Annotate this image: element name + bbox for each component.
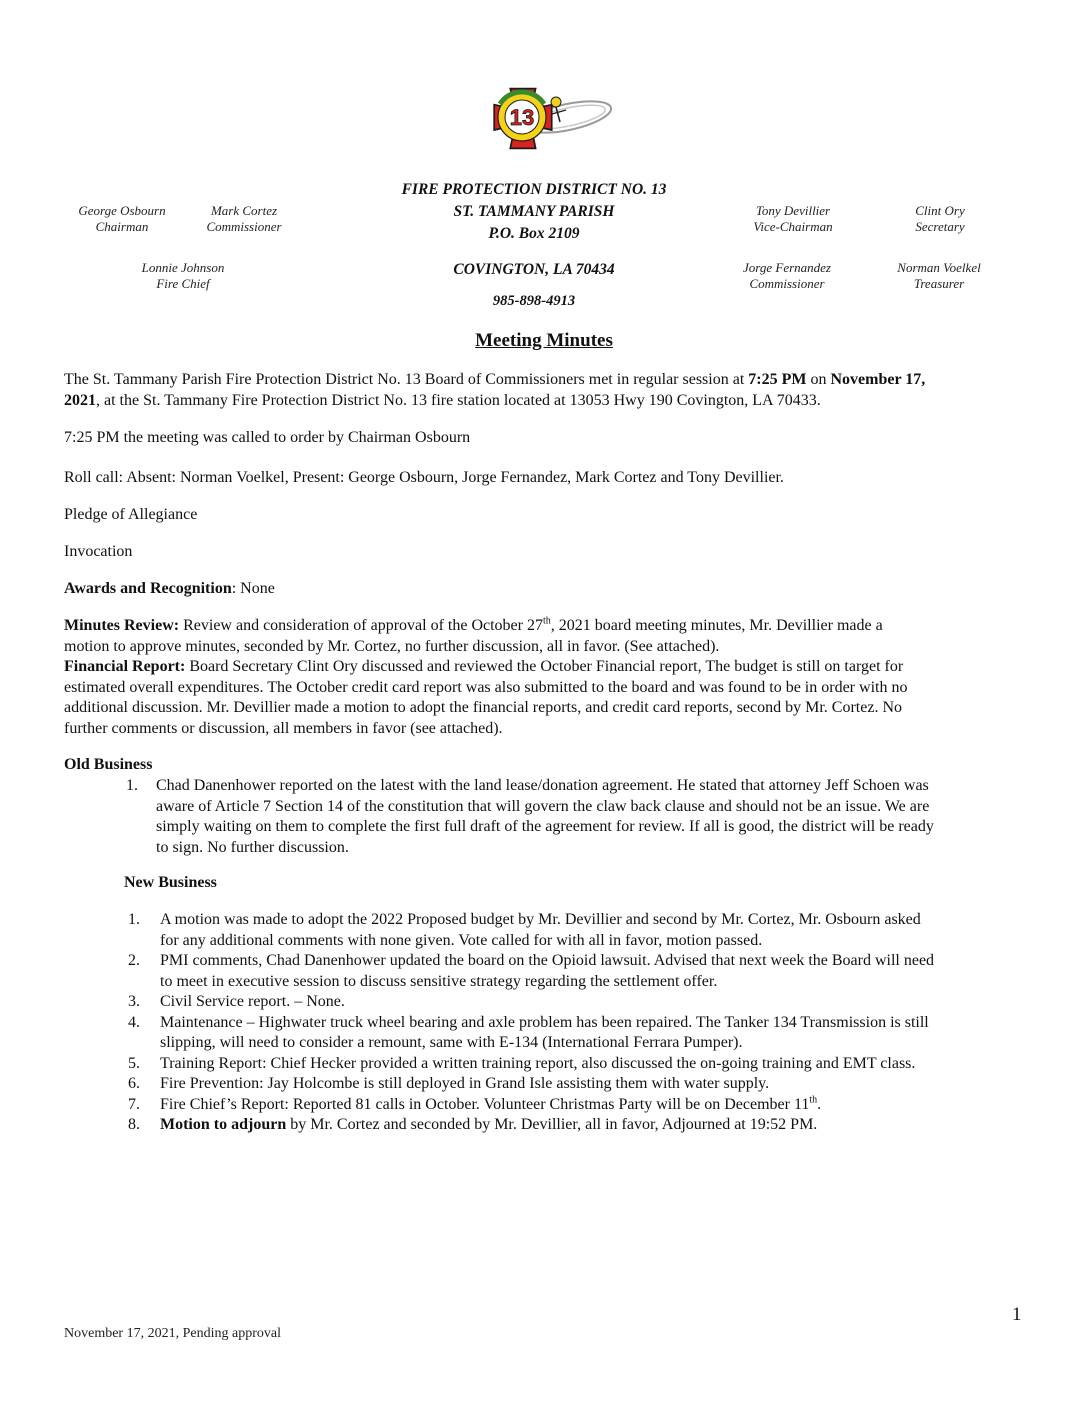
officer-name: Mark Cortez — [210, 203, 278, 218]
item-line-1: Fire Prevention: Jay Holcombe is still deployed in Grand Isle assisting them with water supply. — [160, 1075, 770, 1092]
item-line-4: to sign. No further discussion. — [156, 838, 349, 856]
new-business-title: New Business — [124, 874, 217, 891]
invocation: Invocation — [64, 543, 133, 560]
officer-vice-chairman — [730, 203, 856, 235]
intro-text-c: , at the St. Tammany Fire Protection District No. 13 fire station located at 13053 Hwy 190 Covington, LA 70433. — [96, 391, 821, 409]
minutes-sup: th — [542, 615, 551, 627]
adjourn-text: by Mr. Cortez and seconded by Mr. Devillier, all in favor, Adjourned at 19:52 PM. — [286, 1116, 818, 1133]
item-line-1: Chad Danenhower reported on the latest with the land lease/donation agreement. He stated that attorney Jeff Schoen was — [156, 777, 929, 794]
pledge: Pledge of Allegiance — [64, 506, 198, 523]
title-text: Meeting Minutes — [475, 330, 613, 351]
officer-title: Chairman — [95, 219, 149, 234]
officer-name: Norman Voelkel — [897, 260, 981, 275]
officer-name: Tony Devillier — [755, 203, 831, 218]
item-line-1: Maintenance – Highwater truck wheel bearing and axle problem has been repaired. The Tanker 134 Transmission is still — [160, 1013, 929, 1031]
header-parish: ST. TAMMANY PARISH — [453, 203, 615, 220]
item-text-a: Fire Chief’s Report: Reported 81 calls in October. Volunteer Christmas Party will be on December 11 — [160, 1095, 810, 1113]
item-number: 2. — [128, 952, 140, 969]
old-business-title: Old Business — [64, 756, 153, 773]
header-district-name: FIRE PROTECTION DISTRICT NO. 13 — [401, 181, 667, 198]
financial-line-1 — [64, 657, 1029, 678]
awards-text: : None — [231, 580, 275, 597]
roll-call: Roll call: Absent: Norman Voelkel, Present: George Osbourn, Jorge Fernandez, Mark Cortez and Tony Devillier. — [64, 469, 784, 486]
awards-label: Awards and Recognition — [64, 580, 232, 597]
adjourn-label: Motion to adjourn — [160, 1116, 287, 1133]
item-line-1 — [160, 1115, 1040, 1136]
officer-chairman — [62, 203, 182, 235]
page-title — [0, 330, 1088, 352]
intro-line-1 — [64, 370, 1029, 391]
item-sup: th — [809, 1094, 818, 1106]
officer-commissioner-left — [186, 203, 302, 235]
officer-name: George Osbourn — [78, 203, 166, 218]
new-business-heading — [124, 873, 524, 894]
item-line-2: for any additional comments with none given. Vote called for with all in favor, motion passed. — [160, 931, 763, 949]
awards-recognition — [64, 579, 1029, 600]
item-line-2: to meet in executive session to discuss sensitive strategy regarding the settlement offer. — [160, 972, 718, 990]
item-line-2: slipping, will need to consider a remount, same with E-134 (International Ferrara Pumper). — [160, 1034, 743, 1051]
officer-secretary — [884, 203, 996, 235]
item-number: 4. — [128, 1013, 140, 1031]
item-line-3: simply waiting on them to complete the first full draft of the agreement for review. If all is good, the district will be ready — [156, 818, 934, 835]
officer-title: Commissioner — [749, 276, 825, 291]
footer-note: November 17, 2021, Pending approval — [64, 1326, 281, 1341]
item-number: 1. — [126, 777, 138, 794]
officer-title: Secretary — [915, 219, 965, 234]
district-logo — [470, 72, 620, 162]
header-po-box: P.O. Box 2109 — [488, 225, 580, 242]
financial-label: Financial Report: — [64, 658, 186, 675]
minutes-review — [64, 616, 1029, 657]
officer-name: Lonnie Johnson — [141, 260, 225, 275]
financial-report — [64, 657, 1029, 739]
item-line-2: aware of Article 7 Section 14 of the constitution that will govern the claw back clause and should not be an issue. We are — [156, 797, 930, 815]
item-number: 7. — [128, 1095, 140, 1113]
item-line-1 — [160, 1095, 1040, 1116]
meeting-date-part2: 2021 — [64, 391, 96, 409]
officer-title: Vice-Chairman — [753, 219, 833, 234]
meeting-date-part1: November 17, — [830, 371, 926, 388]
financial-line-3: additional discussion. Mr. Devillier made a motion to adopt the financial reports, and credit card reports, second by Mr. Cortez. No — [64, 699, 903, 716]
item-number: 6. — [128, 1075, 140, 1092]
officer-fire-chief — [120, 260, 246, 292]
page-number: 1 — [1012, 1304, 1022, 1325]
item-text-b: . — [817, 1095, 822, 1113]
item-line-1: A motion was made to adopt the 2022 Proposed budget by Mr. Devillier and second by Mr. Cortez, Mr. Osbourn asked — [160, 911, 921, 928]
financial-line-2: estimated overall expenditures. The October credit card report was also submitted to the board and was found to be in order with no — [64, 678, 908, 696]
item-line-1: PMI comments, Chad Danenhower updated the board on the Opioid lawsuit. Advised that next week the Board will need — [160, 952, 935, 969]
officer-title: Fire Chief — [156, 276, 210, 291]
intro-line-2 — [64, 391, 1029, 412]
officer-title: Commissioner — [206, 219, 282, 234]
minutes-line-1 — [64, 616, 1029, 637]
minutes-text-b: , 2021 board meeting minutes, Mr. Devillier made a — [550, 617, 883, 634]
intro-text-a: The St. Tammany Parish Fire Protection District No. 13 Board of Commissioners met in regular session at — [64, 371, 749, 388]
logo-graphic — [470, 72, 620, 162]
meeting-time: 7:25 PM — [748, 371, 807, 388]
officer-name: Clint Ory — [915, 203, 965, 218]
item-number: 5. — [128, 1054, 140, 1072]
financial-line-4: further comments or discussion, all members in favor (see attached). — [64, 719, 503, 737]
item-number: 1. — [128, 911, 140, 928]
old-business-heading — [64, 755, 1029, 776]
officer-title: Treasurer — [913, 276, 965, 291]
intro-text-b: on — [806, 371, 831, 388]
item-number: 3. — [128, 993, 140, 1010]
intro-paragraph — [64, 370, 1029, 411]
new-business-list — [0, 910, 1088, 1140]
officer-treasurer — [876, 260, 1002, 292]
old-business-list — [0, 776, 1088, 860]
header-phone: 985-898-4913 — [492, 293, 576, 309]
minutes-line-2: motion to approve minutes, seconded by Mr. Cortez, no further discussion, all in favor. (See attached). — [64, 637, 720, 655]
officer-name: Jorge Fernandez — [743, 260, 831, 275]
call-to-order: 7:25 PM the meeting was called to order by Chairman Osbourn — [64, 429, 471, 446]
minutes-text-a: Review and consideration of approval of the October 27 — [179, 617, 543, 634]
minutes-label: Minutes Review: — [64, 617, 180, 634]
item-line-1: Training Report: Chief Hecker provided a written training report, also discussed the on-going training and EMT class. — [160, 1054, 916, 1072]
item-line-1: Civil Service report. – None. — [160, 993, 345, 1010]
item-number: 8. — [128, 1116, 140, 1133]
header-city: COVINGTON, LA 70434 — [453, 261, 615, 278]
officer-commissioner-right — [722, 260, 852, 292]
logo-number: 13 — [509, 105, 535, 130]
financial-text-1: Board Secretary Clint Ory discussed and reviewed the October Financial report, The budget is still on target for — [185, 658, 904, 675]
